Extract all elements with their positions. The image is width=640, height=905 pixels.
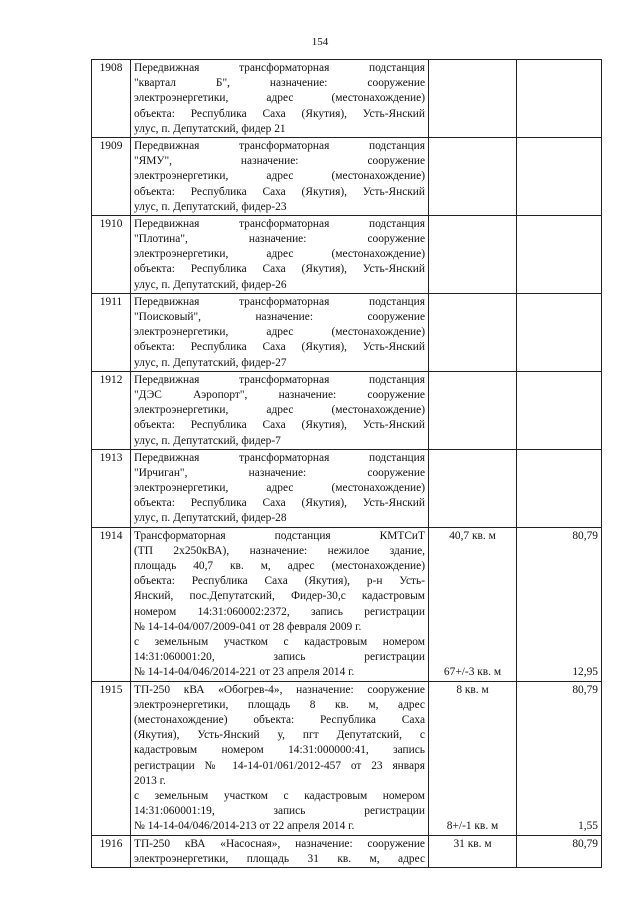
description-line: электроэнергетики, адрес (местонахождение) [134,170,425,183]
area-cell [429,681,517,835]
value-cell [517,371,602,449]
row-number: 1912 [92,371,131,449]
cell-spacer [432,544,513,666]
description-line: Передвижная трансформаторная подстанция [134,62,425,74]
description-line: объекта: Республика Саха (Якутия), Усть-Янский [134,263,425,276]
table-row [92,293,602,371]
description-line: Передвижная трансформаторная подстанция [134,373,425,386]
description-line: "Плотина", назначение: сооружение [134,233,425,246]
area [432,295,513,310]
row-number: 1913 [92,449,131,527]
description-line: электроэнергетики, адрес (местонахождение) [134,326,425,339]
value [520,373,598,388]
table-row [92,681,602,835]
land-plot-line: с земельным участком с кадастровым номером [134,789,425,802]
value [520,139,598,154]
value-cell [517,215,602,293]
value-cell [517,60,602,138]
value: 80,79 [572,837,598,850]
table-row [92,60,602,138]
description-line: электроэнергетики, адрес (местонахождение) [134,92,425,105]
description-line-last: 2013 г. [134,774,166,787]
row-number: 1914 [92,527,131,681]
description-line-last: улус, п. Депутатский, фидер-7 [134,434,281,447]
area-cell [429,293,517,371]
cell-spacer [520,698,598,820]
row-number: 1908 [92,60,131,138]
cell-spacer [432,698,513,820]
land-plot-line: с земельным участком с кадастровым номером [134,635,425,648]
object-description [131,215,429,293]
row-number: 1915 [92,681,131,835]
description-line: кадастровым номером 14:31:000000:41, запись [134,744,425,757]
description-line-last: улус, п. Депутатский, фидер-28 [134,512,287,525]
description-line: объекта: Республика Саха (Якутия), Усть-Янский [134,107,425,120]
value-cell [517,293,602,371]
description-line: (ТП 2х250кВА), назначение: нежилое здание, [134,544,425,557]
row-number: 1911 [92,293,131,371]
description-line: объекта: Республика Саха (Якутия), Усть-Янский [134,185,425,198]
registry-table [91,59,602,868]
value [520,61,598,76]
description-line: Трансформаторная подстанция КМТСиТ [134,529,425,542]
description-line: "Поисковый", назначение: сооружение [134,311,425,323]
value-cell [517,835,602,867]
cell-spacer [520,544,598,666]
value: 80,79 [572,529,598,542]
description-line: регистрации № 14-14-01/061/2012-457 от 23 января [134,759,425,772]
table-row [92,527,602,681]
description-line: электроэнергетики, адрес (местонахождение) [134,248,425,261]
object-description [131,293,429,371]
description-line: электроэнергетики, площадь 31 кв. м, адрес [134,852,425,865]
page-number: 154 [311,36,329,48]
land-plot-line-last: № 14-14-04/046/2014-221 от 23 апреля 2014 г. [134,666,355,679]
land-plot-line-last: № 14-14-04/046/2014-213 от 22 апреля 2014 г. [134,820,355,833]
area-cell [429,60,517,138]
description-line: ТП-250 кВА «Обогрев-4», назначение: сооружение [134,683,425,696]
table-row [92,835,602,867]
description-line: "квартал Б", назначение: сооружение [134,77,425,90]
description-line: объекта: Республика Саха (Якутия), р-н Усть- [134,575,425,588]
area [432,217,513,232]
registry-body [92,60,602,868]
area-cell [429,527,517,681]
description-line: "ЯМУ", назначение: сооружение [134,155,425,168]
description-line-last: улус, п. Депутатский, фидер-26 [134,278,287,291]
description-line: Передвижная трансформаторная подстанция [134,217,425,230]
area: 8 кв. м [456,683,489,696]
value-cell [517,527,602,681]
description-line: объекта: Республика Саха (Якутия), Усть-Янский [134,419,425,432]
description-line: ТП-250 кВА «Насосная», назначение: сооружение [134,837,425,850]
description-line: "Ирчиган", назначение: сооружение [134,466,425,479]
description-line: электроэнергетики, площадь 8 кв. м, адрес [134,698,425,711]
object-description [131,137,429,215]
description-line: (Якутия), Усть-Янский у, пгт Депутатский, с [134,729,425,742]
object-description [131,60,429,138]
description-line-last: № 14-14-04/007/2009-041 от 28 февраля 2009 г. [134,620,362,633]
object-description [131,681,429,835]
value-cell [517,137,602,215]
area-cell [429,449,517,527]
area-cell [429,137,517,215]
row-number: 1910 [92,215,131,293]
description-line: электроэнергетики, адрес (местонахождение) [134,482,425,495]
area-cell [429,215,517,293]
land-plot-line: 14:31:060001:19, запись регистрации [134,805,425,818]
description-line-last: улус, п. Депутатский, фидер-27 [134,356,287,369]
area [432,451,513,466]
land-value: 12,95 [572,666,598,679]
table-row [92,371,602,449]
object-description [131,527,429,681]
table-row [92,449,602,527]
area-cell [429,371,517,449]
description-line: объекта: Республика Саха (Якутия), Усть-Янский [134,341,425,354]
description-line: площадь 40,7 кв. м, адрес (местонахождение) [134,560,425,572]
area: 31 кв. м [453,837,492,850]
description-line-last: улус, п. Депутатский, фидер 21 [134,122,286,135]
area [432,139,513,154]
description-line: (местонахождение) объекта: Республика Саха [134,713,425,726]
area: 40,7 кв. м [449,529,496,542]
value [520,217,598,232]
land-value: 1,55 [578,820,598,833]
description-line: Передвижная трансформаторная подстанция [134,295,425,308]
value-cell [517,681,602,835]
land-plot-line: 14:31:060001:20, запись регистрации [134,651,425,664]
object-description [131,371,429,449]
value [520,451,598,466]
area [432,373,513,388]
area [432,61,513,76]
description-line: Янский, пос.Депутатский, Фидер-30,с кадастровым [134,590,425,603]
value: 80,79 [572,683,598,696]
row-number: 1909 [92,137,131,215]
table-row [92,137,602,215]
description-line: Передвижная трансформаторная подстанция [134,451,425,464]
description-line: Передвижная трансформаторная подстанция [134,139,425,152]
table-row [92,215,602,293]
object-description [131,835,429,867]
object-description [131,449,429,527]
description-line: "ДЭС Аэропорт", назначение: сооружение [134,388,425,401]
value-cell [517,449,602,527]
value [520,295,598,310]
description-line: электроэнергетики, адрес (местонахождение) [134,404,425,417]
land-area: 8+/-1 кв. м [446,820,499,833]
land-area: 67+/-3 кв. м [443,666,502,679]
description-line: номером 14:31:060002:2372, запись регистрации [134,605,425,618]
row-number: 1916 [92,835,131,867]
description-line-last: улус, п. Депутатский, фидер-23 [134,200,287,213]
description-line: объекта: Республика Саха (Якутия), Усть-Янский [134,497,425,510]
area-cell [429,835,517,867]
